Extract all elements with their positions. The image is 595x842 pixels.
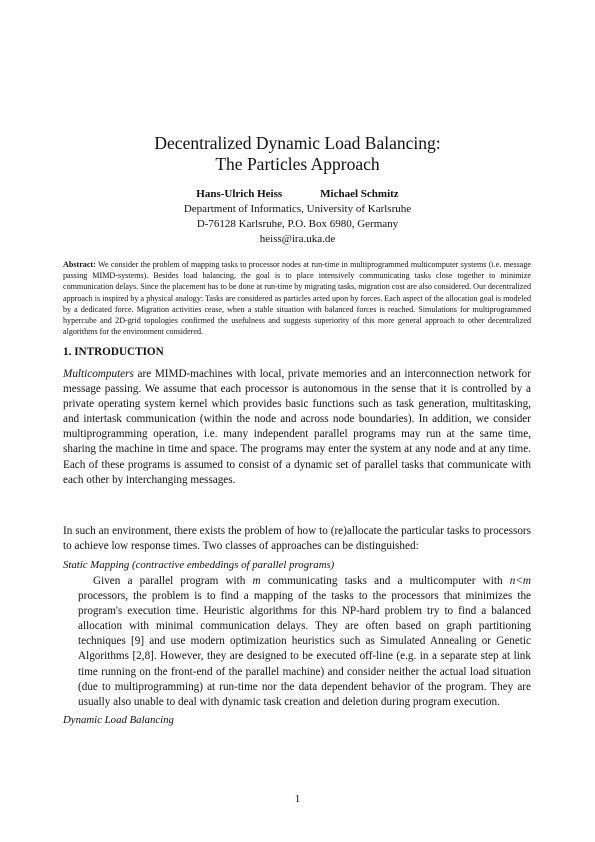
- intro-paragraph-1: [63, 367, 531, 488]
- affiliation-line-1: Department of Informatics, University of Karlsruhe: [183, 203, 412, 215]
- affiliation-line-2: D-76128 Karlsruhe, P.O. Box 6980, Germany: [196, 218, 399, 230]
- static-text-b: communicating tasks and a multicomputer with: [260, 575, 510, 587]
- abstract-label: Abstract:: [63, 260, 96, 269]
- subheading-dynamic-load-balancing: Dynamic Load Balancing: [63, 714, 174, 726]
- static-var-m: m: [252, 575, 261, 587]
- email: heiss@ira.uka.de: [259, 233, 336, 245]
- subheading-static-mapping: Static Mapping (contractive embeddings of parallel programs): [63, 559, 335, 571]
- intro-paragraph-1-text: are MIMD-machines with local, private memories and an interconnection network for message passing. We assume that each processor is autonomous in the sense that it is controlled by a private operating system kernel which provides basic functions such as task generation, multitasking, and intertask communication (within the node and across node boundaries). In addition, we consider multiprogramming operation, i.e. many independent parallel programs may run at the same time, sharing the machine in time and space. The programs may enter the system at any node and at any time. Each of these programs is assumed to consist of a dynamic set of parallel tasks that communicate with each other by interchanging messages.: [63, 368, 531, 486]
- author-list: [0, 187, 595, 201]
- static-text-a: Given a parallel program with: [93, 575, 253, 587]
- author-2: Michael Schmitz: [320, 188, 399, 200]
- title-line-1: Decentralized Dynamic Load Balancing:: [154, 133, 441, 153]
- abstract: [63, 259, 531, 337]
- page-number: 1: [294, 793, 301, 805]
- intro-italic-term: Multicomputers: [63, 368, 134, 380]
- static-var-n-lt-m: n<m: [509, 575, 531, 587]
- static-mapping-paragraph: [63, 574, 531, 710]
- author-1: Hans-Ulrich Heiss: [196, 188, 283, 200]
- title-line-2: The Particles Approach: [215, 154, 380, 174]
- section-heading-introduction: 1. INTRODUCTION: [63, 346, 164, 358]
- abstract-text: We consider the problem of mapping tasks to processor nodes at run-time in multiprogrammed multicomputer systems (i.e. message passing MIMD-systems). Besides load balancing, the goal is to place intensively communicating tasks close together to minimize communication delays. Since the placement has to be done at run-time by migrating tasks, migration cost are also considered. Our decentralized approach is inspired by a physical analogy: Tasks are considered as particles acted upon by forces. Each aspect of the allocation goal is modeled by a dedicated force. Migration activities cease, when a stable situation with balanced forces is reached. Simulations for multiprogrammed hypercube and 2D-grid topologies confirmed the usefulness and suggests superiority of this more general approach to other decentralized algorithms for the environment considered.: [63, 260, 531, 337]
- affiliation: [0, 202, 595, 247]
- static-text-c: processors, the problem is to find a mapping of the tasks to the processors that minimizes the program's execution time. Heuristic algorithms for this NP-hard problem try to find a balanced allocation with minimal communication delays. They are often based on graph partitioning techniques [9] and use modern optimization heuristics such as Simulated Annealing or Genetic Algorithms [2,8]. However, they are designed to be executed off-line (e.g. in a separate step at link time running on the front-end of the parallel machine) and consider neither the actual load situation (due to multiprogramming) at run-time nor the data dependent behavior of the program. They are usually also unable to deal with dynamic task creation and deletion during program execution.: [78, 590, 531, 708]
- paper-title: [0, 133, 595, 175]
- intro-paragraph-2: In such an environment, there exists the problem of how to (re)allocate the particular tasks to processors to achieve low response times. Two classes of approaches can be distinguished:: [63, 525, 531, 553]
